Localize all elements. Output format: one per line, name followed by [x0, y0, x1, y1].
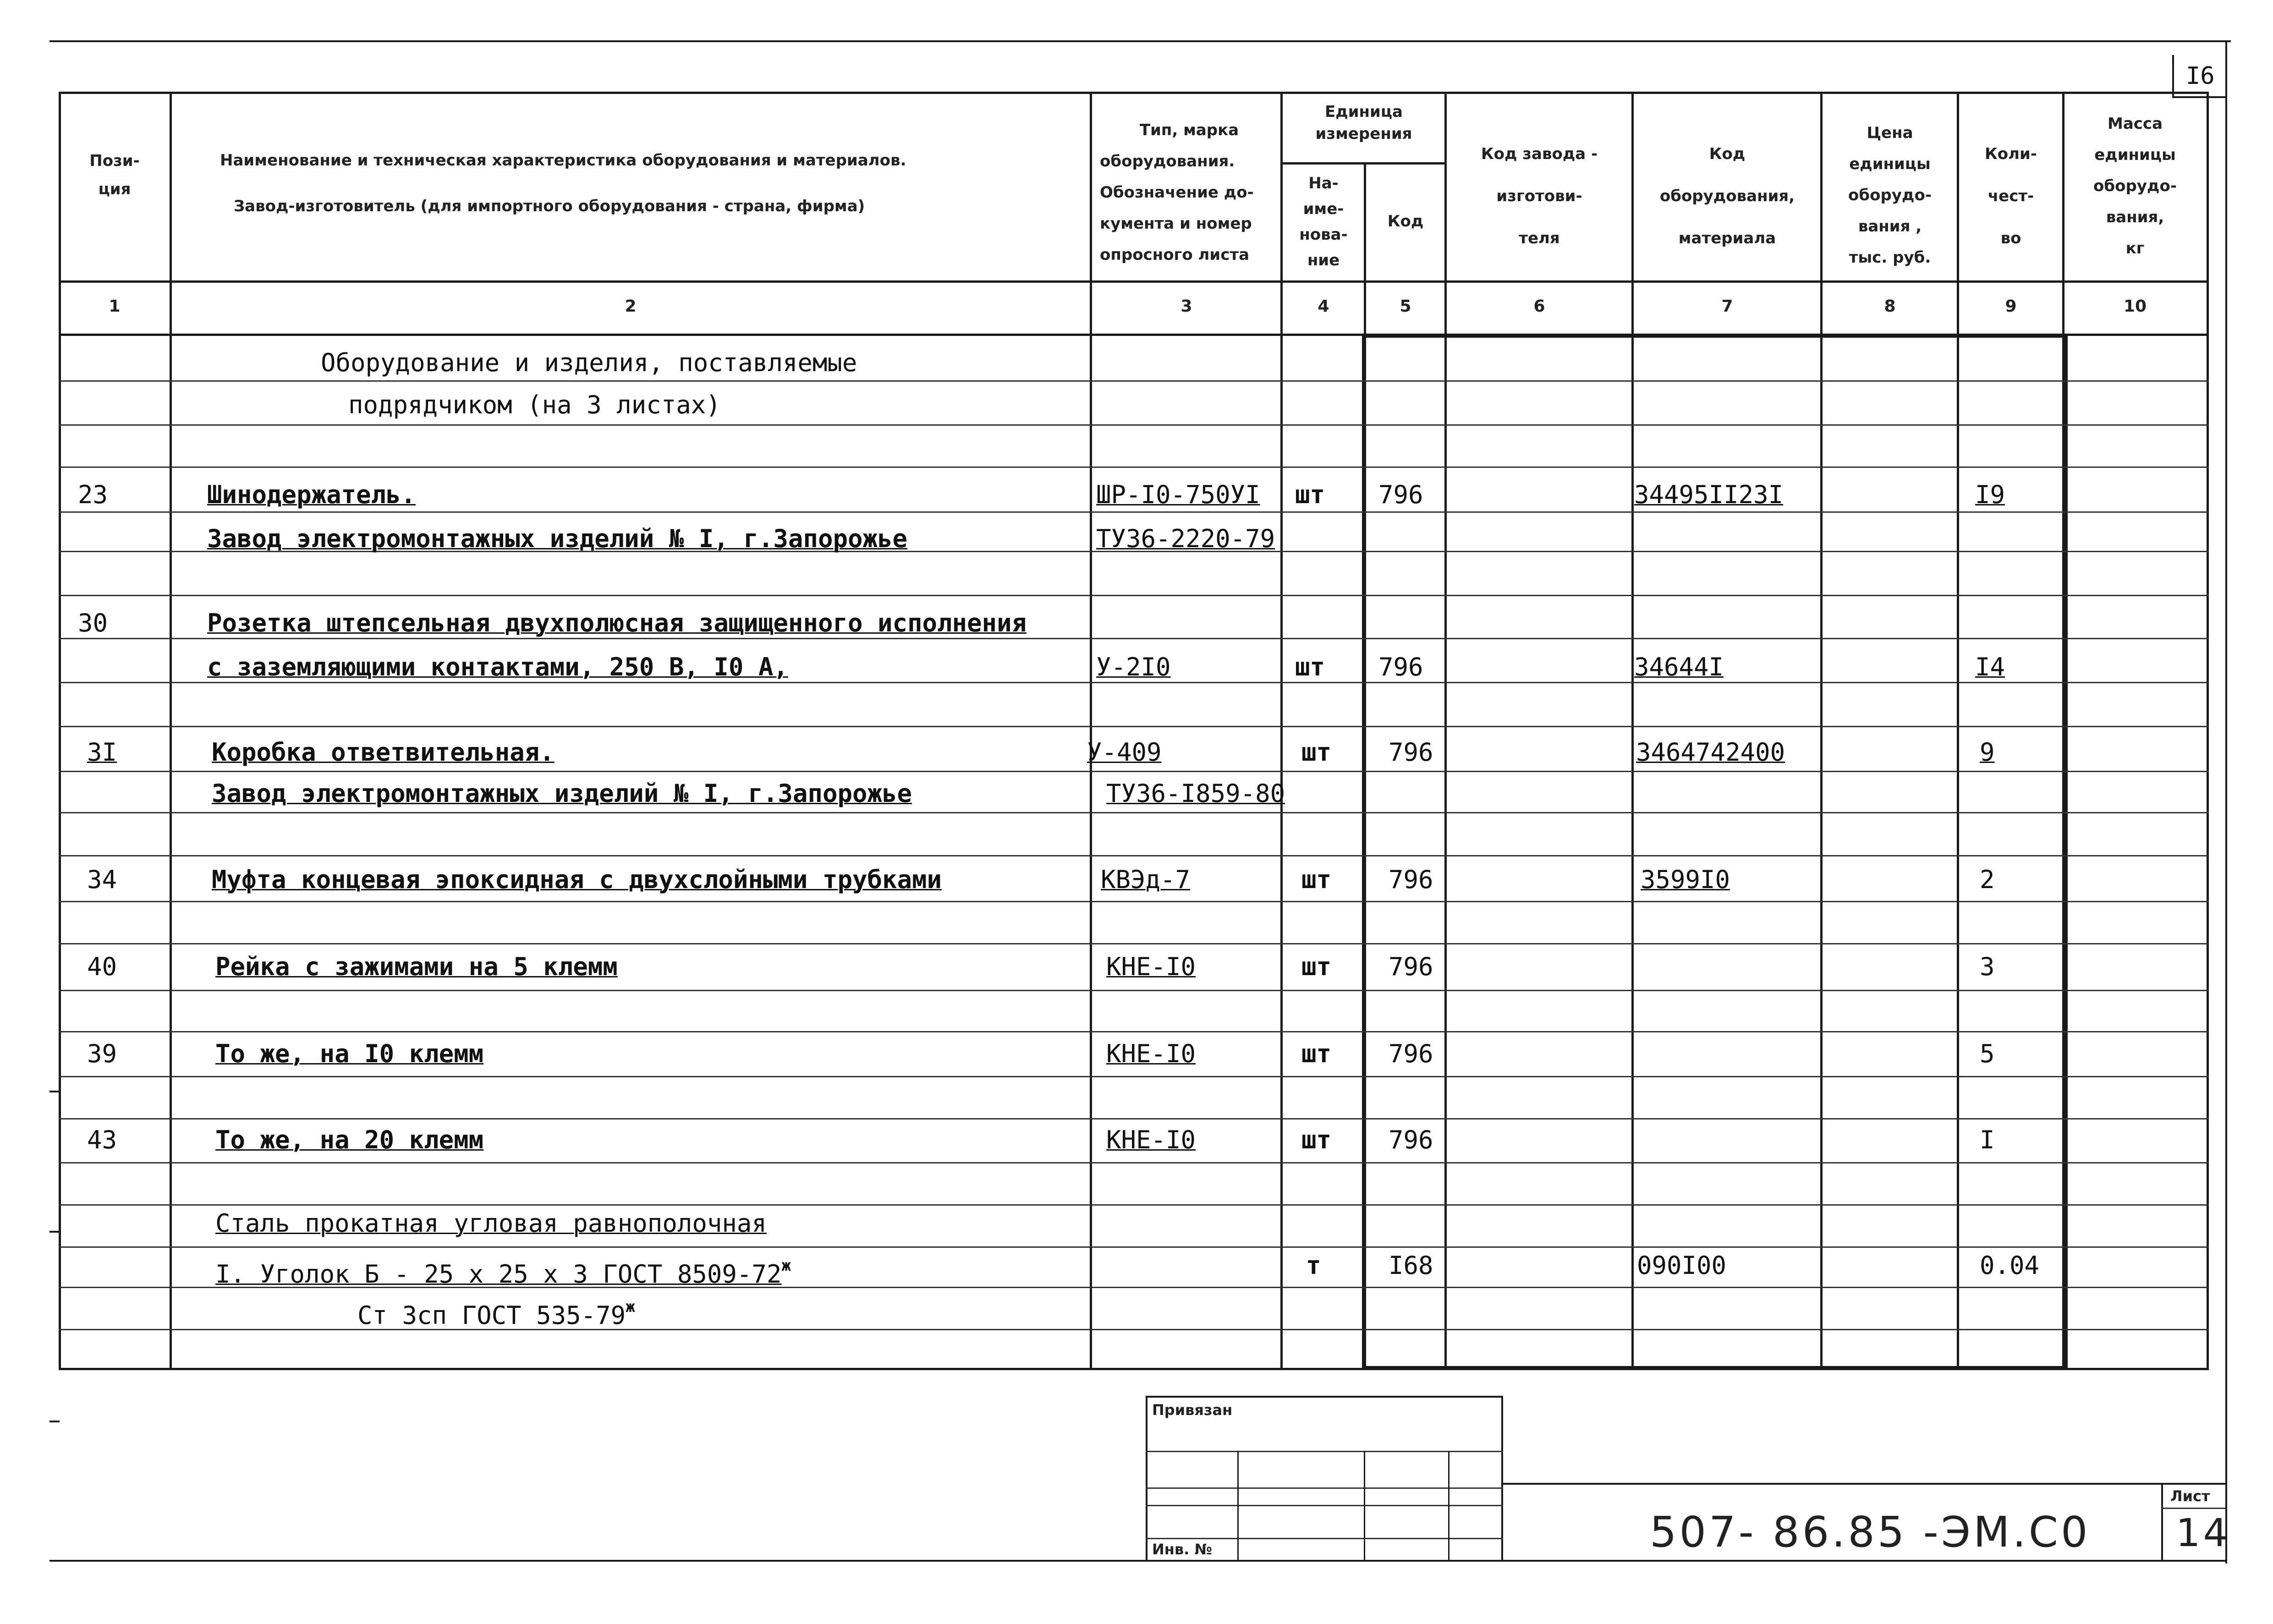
row-rule [59, 943, 2209, 944]
margin-tick [49, 1091, 60, 1092]
unit-code: 796 [1378, 653, 1423, 681]
row-rule [59, 1031, 2209, 1032]
column-number: 10 [2123, 297, 2147, 316]
item-type: ТУ36-2220-79 [1096, 524, 1275, 553]
row-rule [59, 855, 2209, 856]
equipment-code: 090I00 [1637, 1251, 1727, 1280]
header-price: Цена единицы оборудо- вания , тыс. руб. [1848, 124, 1932, 267]
header-mass: Масса единицы оборудо- вания, кг [2093, 115, 2177, 258]
header-quantity: Коли- чест- во [1985, 145, 2037, 247]
col-divider-1 [170, 92, 172, 1370]
sheet-number: 14 [2176, 1510, 2230, 1555]
stamp-rule [1146, 1451, 1503, 1452]
unit-code: 796 [1389, 865, 1433, 894]
position-cell: 40 [87, 952, 117, 981]
row-rule [59, 1076, 2209, 1077]
item-name: I. Уголок Б - 25 х 25 х 3 ГОСТ 8509-72 [215, 1260, 782, 1289]
row-rule [59, 990, 2209, 991]
unit-name: шт [1295, 480, 1325, 509]
item-name: Коробка ответвительная. [212, 738, 555, 767]
binding-stamp-box [1146, 1396, 1503, 1562]
stamp-rule [1146, 1505, 1503, 1506]
column-number: 5 [1400, 297, 1411, 316]
row-rule [59, 511, 2209, 513]
sheet-label-rule [2161, 1508, 2225, 1509]
position-cell: 39 [87, 1039, 117, 1068]
position-cell: 23 [78, 480, 108, 509]
item-type: КВЭд-7 [1101, 865, 1191, 894]
unit-name: шт [1301, 865, 1332, 894]
top-rule [49, 40, 2231, 42]
quantity: 9 [1980, 738, 1995, 767]
header-unit-group: Единица измерения [1315, 103, 1412, 143]
column-number: 4 [1318, 297, 1329, 316]
title-block-top [1503, 1483, 2227, 1485]
equipment-code: 34644I [1634, 653, 1724, 681]
row-rule [59, 466, 2209, 468]
stamp-rule [1146, 1487, 1503, 1489]
stamp-divider [1237, 1451, 1239, 1561]
margin-tick [49, 1421, 60, 1422]
position-cell: 34 [87, 865, 117, 894]
stamp-divider [1448, 1451, 1449, 1561]
binding-label: Привязан [1152, 1401, 1233, 1419]
stamp-divider [1364, 1451, 1365, 1561]
item-type: ШР-I0-750УI [1096, 480, 1260, 509]
unit-code: 796 [1389, 1125, 1433, 1154]
unit-code: 796 [1389, 952, 1433, 981]
item-name-line [215, 1252, 791, 1288]
unit-name: шт [1301, 952, 1332, 981]
unit-code: 796 [1389, 738, 1433, 767]
header-equipment-code: Код оборудования, материала [1659, 145, 1795, 247]
unit-name: шт [1301, 1039, 1332, 1068]
item-name: Завод электромонтажных изделий № I, г.Запорожье [212, 779, 912, 808]
header-unit-name: На- име- нова- ние [1299, 174, 1348, 269]
column-number: 3 [1180, 297, 1192, 316]
header-bottom-rule [59, 280, 2209, 283]
stamp-bottom-rule [49, 1560, 2227, 1562]
header-factory-code: Код завода - изготови- теля [1481, 145, 1598, 247]
item-name-line [357, 1293, 635, 1329]
unit-name: шт [1301, 1125, 1332, 1154]
row-rule [59, 1162, 2209, 1163]
header-position: Пози- ция [89, 152, 140, 198]
row-rule [59, 638, 2209, 639]
right-frame-edge [2225, 42, 2227, 1564]
column-number: 1 [109, 297, 121, 316]
inventory-label: Инв. № [1152, 1541, 1212, 1558]
row-rule [59, 812, 2209, 813]
quantity: 2 [1980, 865, 1995, 894]
equipment-code: 34495II23I [1634, 480, 1784, 509]
item-type: КНЕ-I0 [1106, 952, 1196, 981]
column-number: 2 [625, 297, 637, 316]
position-cell: 30 [78, 609, 108, 637]
row-rule [59, 1118, 2209, 1119]
row-rule [59, 771, 2209, 772]
item-name: То же, на I0 клемм [215, 1039, 484, 1068]
item-name: Муфта концевая эпоксидная с двухслойными трубками [212, 865, 942, 894]
quantity: 0.04 [1980, 1251, 2040, 1280]
row-rule [59, 726, 2209, 727]
quantity: I9 [1975, 480, 2005, 509]
margin-tick [49, 1231, 60, 1233]
section-title-line: подрядчиком (на 3 листах) [348, 390, 721, 419]
position-cell: 3I [87, 738, 117, 767]
column-number: 7 [1721, 297, 1733, 316]
item-type: ТУ36-I859-80 [1106, 779, 1285, 808]
item-name: Шинодержатель. [207, 480, 416, 509]
item-name: с заземляющими контактами, 250 В, I0 А, [207, 653, 788, 681]
unit-code: 796 [1378, 480, 1423, 509]
item-name: То же, на 20 клемм [215, 1125, 484, 1154]
header-type: Тип, марка оборудования. Обозначение до- кумента и номер опросного листа [1100, 121, 1254, 264]
col-divider-2 [1090, 92, 1092, 1370]
unit-group-rule [1280, 162, 1444, 165]
row-rule [59, 682, 2209, 683]
equipment-code: 3464742400 [1636, 738, 1785, 767]
item-type: КНЕ-I0 [1106, 1039, 1196, 1068]
item-name: Завод электромонтажных изделий № I, г.Запорожье [207, 524, 908, 553]
header-name: Наименование и техническая характеристика оборудования и материалов. Завод-изготовитель (для импортного оборудования - страна, фирма) [220, 151, 906, 215]
item-type: У-2I0 [1096, 653, 1171, 681]
equipment-code: 3599I0 [1641, 865, 1730, 894]
stamp-rule [1146, 1538, 1503, 1539]
row-rule [59, 424, 2209, 426]
quantity: I4 [1975, 653, 2005, 681]
section-title-line: Оборудование и изделия, поставляемые [321, 348, 857, 377]
row-rule [59, 901, 2209, 902]
unit-code: I68 [1389, 1251, 1433, 1280]
item-type: КНЕ-I0 [1106, 1125, 1196, 1154]
document-number: 507- 86.85 -ЭМ.С0 [1650, 1508, 2091, 1557]
quantity: 3 [1980, 952, 1995, 981]
item-name: Розетка штепсельная двухполюсная защищенного исполнения [207, 609, 1027, 637]
item-type: У-409 [1087, 738, 1162, 767]
unit-name: шт [1295, 653, 1325, 681]
sheet-corner-number: I6 [2186, 62, 2215, 90]
row-rule [59, 1204, 2209, 1206]
row-rule [59, 595, 2209, 596]
position-cell: 43 [87, 1125, 117, 1154]
row-rule [59, 380, 2209, 382]
column-number: 6 [1533, 297, 1545, 316]
unit-name: т [1306, 1251, 1321, 1280]
col-divider-3 [1280, 92, 1283, 1370]
star-mark: ж [626, 1298, 635, 1316]
item-name: Ст 3сп ГОСТ 535-79 [357, 1301, 626, 1330]
quantity: 5 [1980, 1039, 1995, 1068]
quantity: I [1980, 1125, 1995, 1154]
unit-name: шт [1301, 738, 1332, 767]
row-rule [59, 1246, 2209, 1248]
header-unit-code: Код [1387, 212, 1424, 230]
column-number: 8 [1884, 297, 1896, 316]
unit-code: 796 [1389, 1039, 1433, 1068]
star-mark: ж [781, 1256, 791, 1275]
sheet-label: Лист [2170, 1487, 2210, 1505]
item-name: Рейка с зажимами на 5 клемм [215, 952, 618, 981]
item-name: Сталь прокатная угловая равнополочная [215, 1209, 767, 1238]
column-number: 9 [2005, 297, 2017, 316]
